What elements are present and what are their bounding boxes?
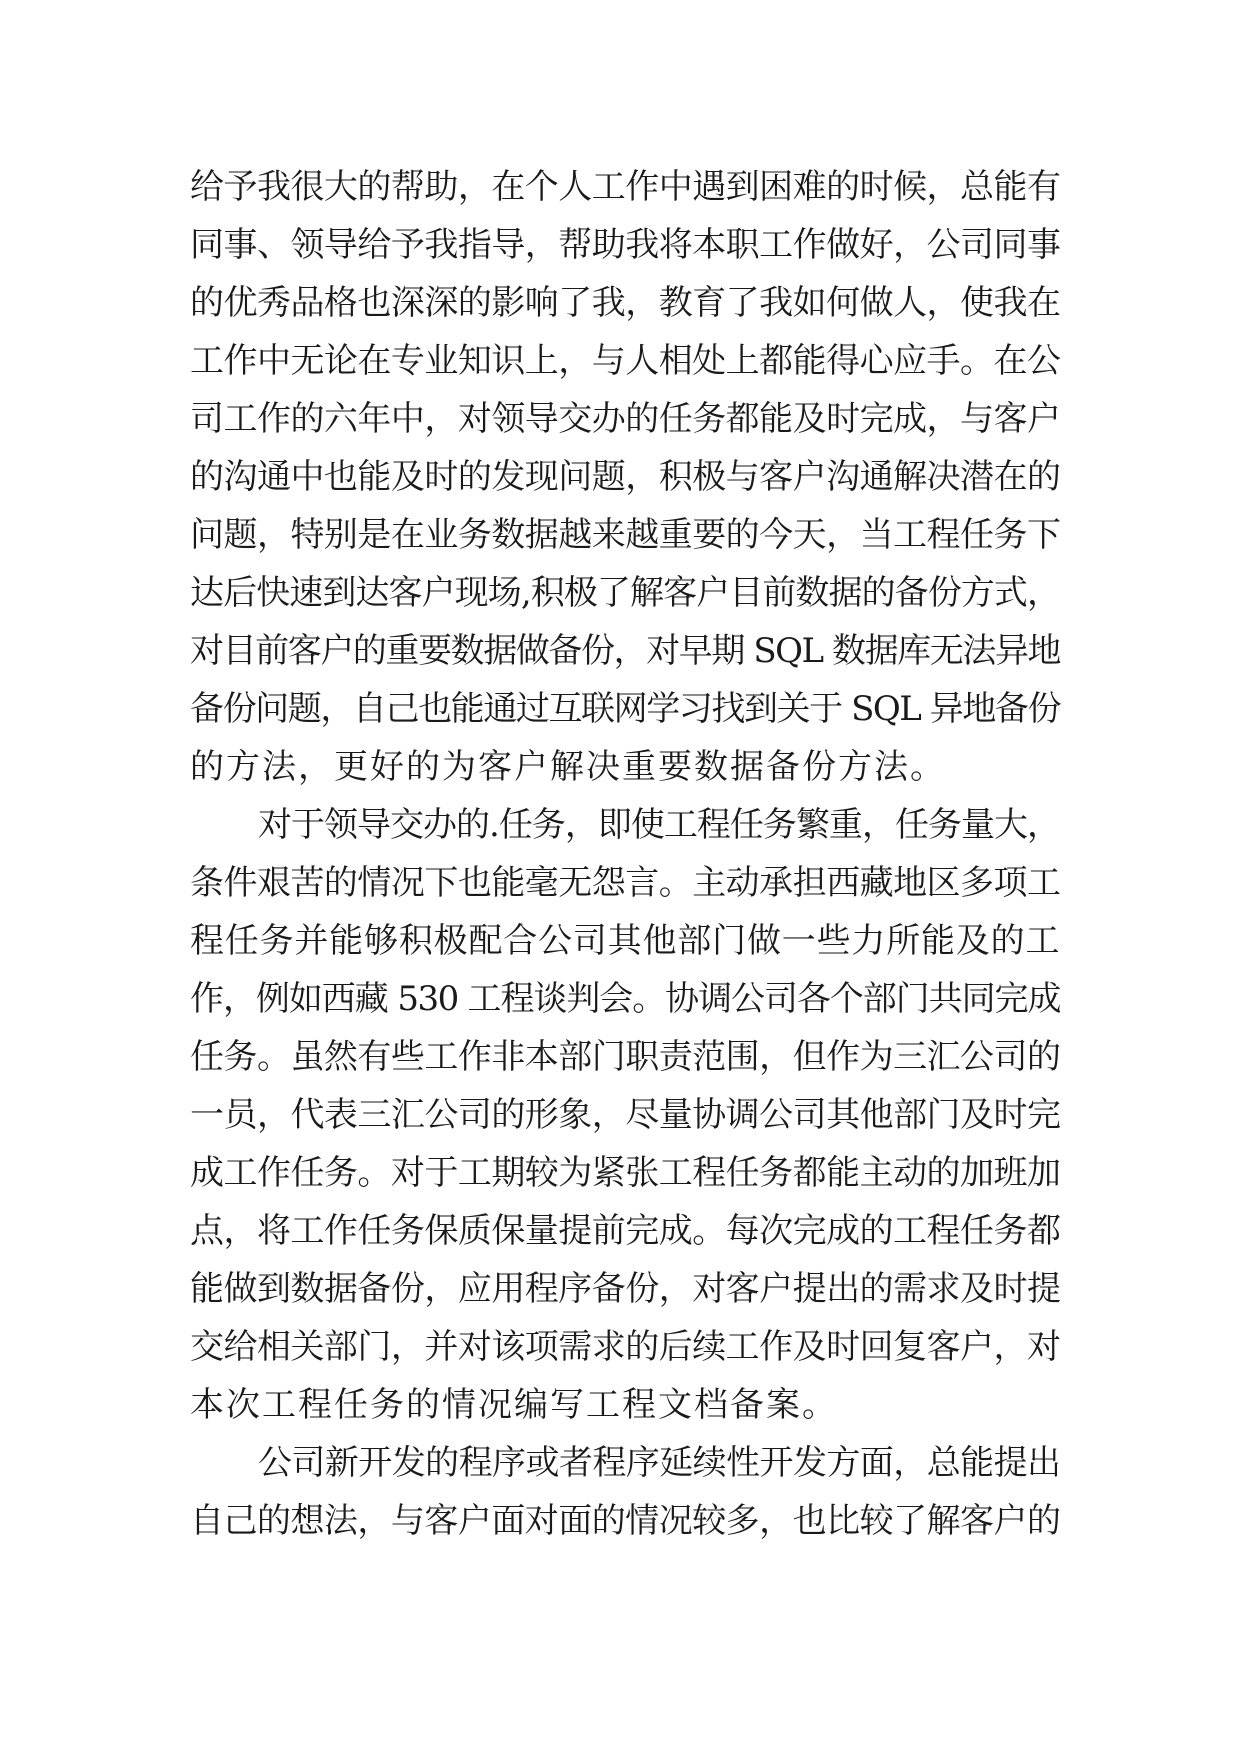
text-line: 对目前客户的重要数据做备份，对早期 SQL 数据库无法异地 (190, 631, 1060, 671)
text-line: 成工作任务。对于工期较为紧张工程任务都能主动的加班加 (190, 1153, 1060, 1193)
text-line: 的方法，更好的为客户解决重要数据备份方法。 (190, 747, 946, 787)
text-line: 点，将工作任务保质保量提前完成。每次完成的工程任务都 (190, 1211, 1060, 1251)
text-line: 一员，代表三汇公司的形象，尽量协调公司其他部门及时完 (190, 1095, 1060, 1135)
text-line: 程任务并能够积极配合公司其他部门做一些力所能及的工 (190, 921, 1060, 961)
text-line: 作，例如西藏 530 工程谈判会。协调公司各个部门共同完成 (190, 979, 1060, 1019)
text-line: 工作中无论在专业知识上，与人相处上都能得心应手。在公 (190, 341, 1060, 381)
text-line: 给予我很大的帮助，在个人工作中遇到困难的时候，总能有 (190, 167, 1060, 207)
text-line: 备份问题，自己也能通过互联网学习找到关于 SQL 异地备份 (190, 689, 1060, 729)
text-line: 的沟通中也能及时的发现问题，积极与客户沟通解决潜在的 (190, 457, 1060, 497)
text-line: 达后快速到达客户现场,积极了解客户目前数据的备份方式， (190, 573, 1060, 613)
text-line: 对于领导交办的.任务，即使工程任务繁重，任务量大， (258, 805, 1060, 845)
text-line: 任务。虽然有些工作非本部门职责范围，但作为三汇公司的 (190, 1037, 1060, 1077)
text-line: 交给相关部门，并对该项需求的后续工作及时回复客户，对 (190, 1327, 1060, 1367)
text-line: 条件艰苦的情况下也能毫无怨言。主动承担西藏地区多项工 (190, 863, 1060, 903)
text-line: 能做到数据备份，应用程序备份，对客户提出的需求及时提 (190, 1269, 1060, 1309)
text-line: 本次工程任务的情况编写工程文档备案。 (190, 1385, 838, 1425)
text-line: 的优秀品格也深深的影响了我，教育了我如何做人，使我在 (190, 283, 1060, 323)
text-line: 公司新开发的程序或者程序延续性开发方面，总能提出 (258, 1443, 1060, 1483)
paragraph (190, 1434, 1060, 1550)
paragraph (190, 158, 1060, 796)
text-line: 同事、领导给予我指导，帮助我将本职工作做好，公司同事 (190, 225, 1060, 265)
paragraph (190, 796, 1060, 1434)
text-line: 自己的想法，与客户面对面的情况较多，也比较了解客户的 (190, 1501, 1060, 1541)
body-text (190, 158, 1060, 1550)
text-line: 问题，特别是在业务数据越来越重要的今天，当工程任务下 (190, 515, 1060, 555)
text-line: 司工作的六年中，对领导交办的任务都能及时完成，与客户 (190, 399, 1060, 439)
